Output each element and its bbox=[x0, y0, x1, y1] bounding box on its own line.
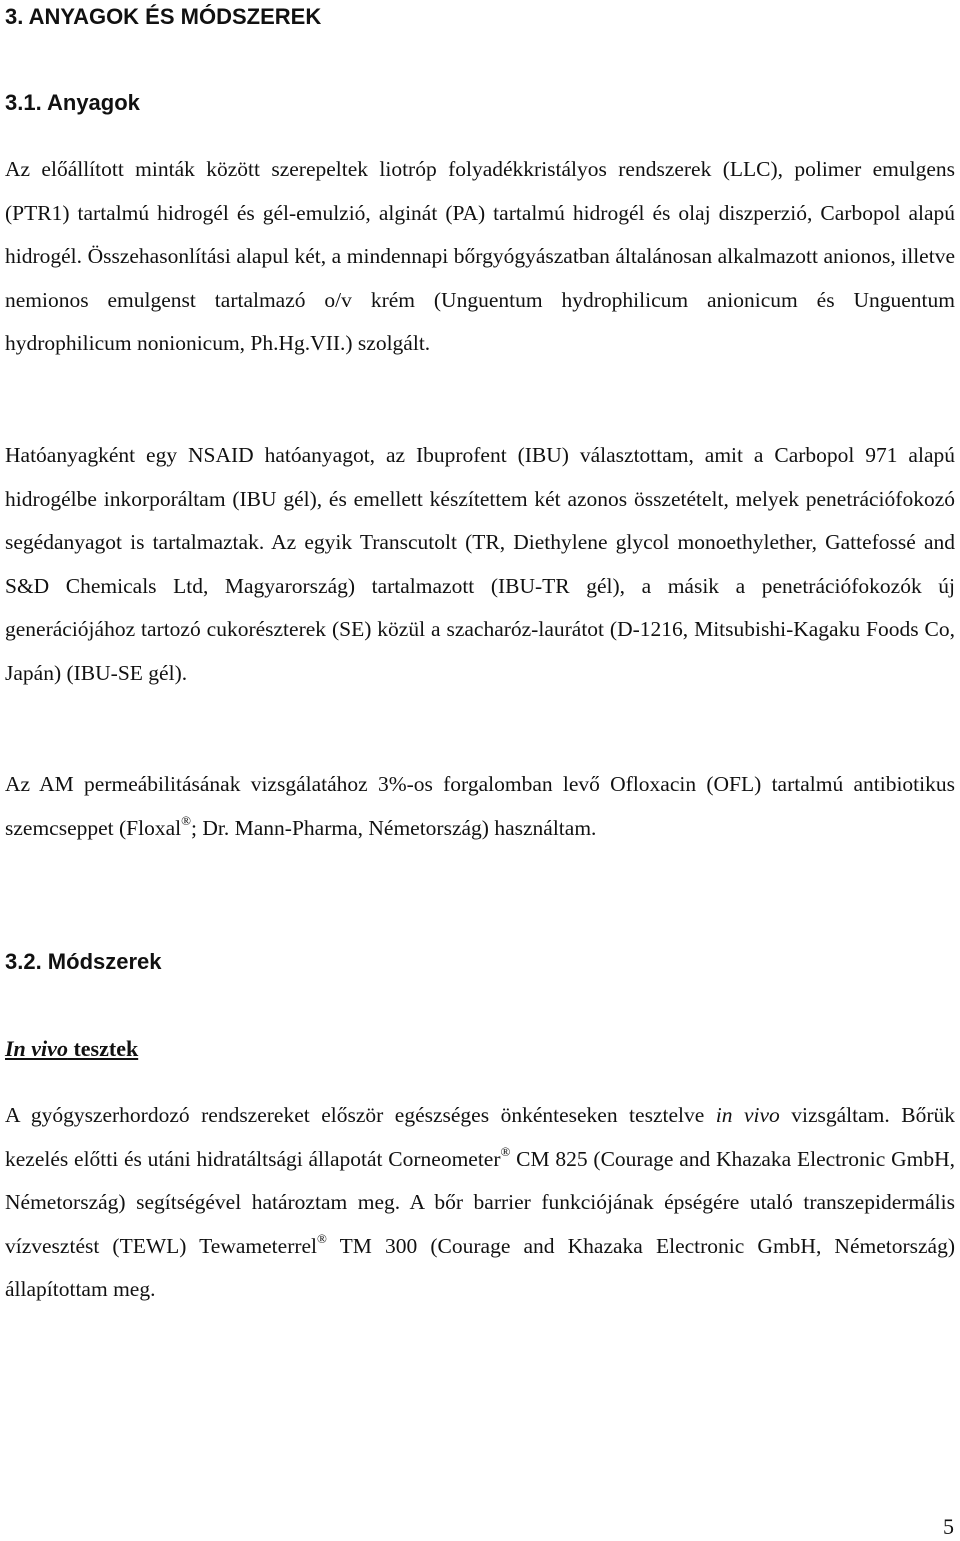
paragraph-text-part: CM 825 (Courage and Khazaka Electronic GmbH, Németország) segítségével határoztam meg. A bőr barrier funkciójának épségére utaló transzepidermális vízvesztést (TEWL) Tewameterrel bbox=[5, 1146, 956, 1258]
paragraph-text-part: TM 300 (Courage and Khazaka Electronic GmbH, Németország) állapítottam meg. bbox=[5, 1233, 956, 1301]
in-vivo-heading-italic: In vivo bbox=[5, 1036, 68, 1061]
subsection-title-methods: 3.2. Módszerek bbox=[5, 949, 162, 974]
paragraph-italic: in vivo bbox=[715, 1103, 780, 1127]
paragraph-text-part: A gyógyszerhordozó rendszereket először egészséges önkénteseken tesztelve bbox=[5, 1103, 716, 1127]
paragraph-text: Hatóanyagként egy NSAID hatóanyagot, az Ibuprofent (IBU) választottam, amit a Carbopol 971 alapú hidrogélbe inkorporáltam (IBU gél), és emellett készítettem két azonos összetételt, melyek penetrációfokozó segédanyagot is tartalmaztak. Az egyik Transcutolt (TR, Diethylene glycol monoethylether, Gattefossé and S&D Chemicals Ltd, Magyarország) tartalmazott (IBU-TR gél), a másik a penetrációfokozók új generációjához tartozó cukorészterek (SE) közül a szacharóz-laurátot (D-1216, Mitsubishi-Kagaku Foods Co, Japán) (IBU-SE gél). bbox=[5, 443, 955, 685]
paragraph-methods-1 bbox=[5, 1094, 955, 1312]
paragraph-materials-3 bbox=[5, 763, 955, 850]
paragraph-text bbox=[5, 763, 955, 850]
subsection-title-materials: 3.1. Anyagok bbox=[5, 90, 140, 115]
registered-mark: ® bbox=[500, 1143, 511, 1159]
in-vivo-heading bbox=[5, 1035, 138, 1063]
paragraph-text-part: ; Dr. Mann-Pharma, Németország) használtam. bbox=[191, 815, 597, 840]
registered-mark: ® bbox=[317, 1230, 327, 1246]
paragraph-materials-2 bbox=[5, 434, 955, 695]
paragraph-text-part: vizsgáltam. Bőrük kezelés előtti és utáni hidratáltsági állapotát Corneometer bbox=[5, 1103, 955, 1171]
paragraph-text bbox=[5, 1094, 955, 1312]
paragraph-text: Az előállított minták között szerepeltek liotróp folyadékkristályos rendszerek (LLC), polimer emulgens (PTR1) tartalmú hidrogél és gél-emulzió, alginát (PA) tartalmú hidrogél és olaj diszperzió, Carbopol alapú hidrogél. Összehasonlítási alapul két, a mindennapi bőrgyógyászatban általánosan alkalmazott anionos, illetve nemionos emulgenst tartalmazó o/v krém (Unguentum hydrophilicum anionicum és Unguentum hydrophilicum nonionicum, Ph.Hg.VII.) szolgált. bbox=[5, 157, 955, 355]
registered-mark: ® bbox=[181, 812, 192, 828]
section-title: 3. ANYAGOK ÉS MÓDSZEREK bbox=[5, 4, 322, 29]
paragraph-materials-1 bbox=[5, 148, 955, 366]
paragraph-text-part: Az AM permeábilitásának vizsgálatához 3%-os forgalomban levő Ofloxacin (OFL) tartalmú antibiotikus szemcseppet (Floxal bbox=[5, 772, 955, 840]
in-vivo-heading-rest: tesztek bbox=[67, 1036, 139, 1061]
page-number: 5 bbox=[943, 1514, 954, 1539]
